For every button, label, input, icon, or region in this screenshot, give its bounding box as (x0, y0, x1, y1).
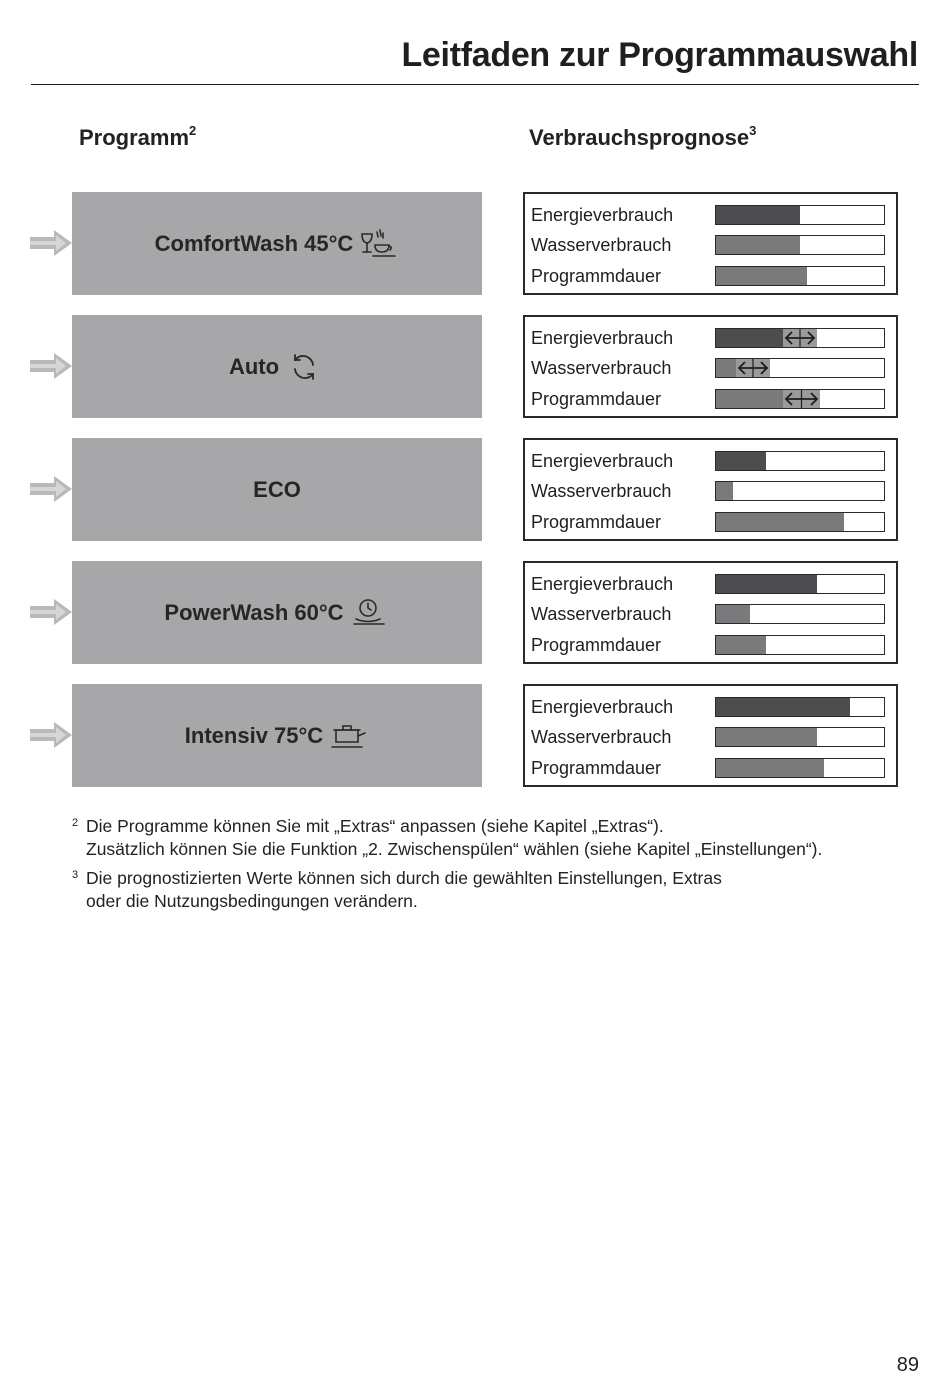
program-button[interactable] (72, 192, 482, 295)
footnotes (72, 815, 892, 919)
consumption-line (531, 388, 891, 410)
consumption-label: Wasserverbrauch (531, 358, 672, 378)
consumption-label: Energieverbrauch (531, 328, 674, 348)
range-arrow-icon (783, 390, 820, 408)
consumption-forecast (523, 561, 898, 664)
consumption-bar (715, 574, 885, 594)
column-heading-program (79, 125, 196, 151)
page-number: 89 (896, 1354, 919, 1376)
consumption-bar (715, 389, 885, 409)
consumption-forecast (523, 315, 898, 418)
program-button[interactable] (72, 315, 482, 418)
footnote-line: Die prognostizierten Werte können sich durch die gewählten Einstellungen, Extras (86, 868, 722, 888)
consumption-bar (715, 235, 885, 255)
title-divider (31, 84, 919, 85)
footnote-line: oder die Nutzungsbedingungen verändern. (86, 891, 418, 911)
consumption-label: Programmdauer (531, 512, 662, 532)
consumption-bar (715, 635, 885, 655)
range-arrow-icon (736, 359, 770, 377)
row-arrow-icon (30, 351, 74, 381)
consumption-line (531, 634, 891, 656)
consumption-line (531, 511, 891, 533)
footnote-line: Zusätzlich können Sie die Funktion „2. Zwischenspülen“ wählen (siehe Kapitel „Einstellungen“). (86, 839, 823, 859)
glass-cup-icon (359, 228, 399, 260)
footnote-number: 3 (72, 869, 79, 881)
consumption-label: Energieverbrauch (531, 205, 674, 225)
consumption-line (531, 603, 891, 625)
consumption-label: Wasserverbrauch (531, 604, 672, 624)
consumption-bar (715, 358, 885, 378)
consumption-forecast (523, 684, 898, 787)
consumption-bar-fill (716, 390, 783, 408)
consumption-bar-fill (716, 267, 807, 285)
consumption-label: Wasserverbrauch (531, 235, 672, 255)
footnote-line: Die Programme können Sie mit „Extras“ anpassen (siehe Kapitel „Extras“). (86, 816, 664, 836)
consumption-bar (715, 758, 885, 778)
consumption-line (531, 726, 891, 748)
consumption-label: Energieverbrauch (531, 451, 674, 471)
column-heading-program-text: Programm (79, 125, 190, 150)
row-arrow-icon (30, 720, 74, 750)
consumption-bar-fill (716, 359, 736, 377)
program-name: PowerWash 60°C (164, 599, 344, 625)
footnote-ref-2: 2 (189, 123, 197, 138)
consumption-bar-fill (716, 636, 766, 654)
consumption-label: Programmdauer (531, 635, 662, 655)
consumption-bar-fill (716, 759, 824, 777)
footnote-number: 2 (72, 817, 79, 829)
row-arrow-icon (30, 474, 74, 504)
consumption-bar (715, 697, 885, 717)
consumption-bar (715, 451, 885, 471)
consumption-label: Energieverbrauch (531, 697, 674, 717)
consumption-bar (715, 604, 885, 624)
program-button[interactable] (72, 561, 482, 664)
program-row (0, 315, 950, 418)
footnote-3 (72, 867, 892, 913)
consumption-line (531, 357, 891, 379)
program-button[interactable] (72, 438, 482, 541)
row-arrow-icon (30, 597, 74, 627)
consumption-bar (715, 512, 885, 532)
consumption-line (531, 480, 891, 502)
consumption-label: Wasserverbrauch (531, 481, 672, 501)
consumption-line (531, 204, 891, 226)
consumption-bar-fill (716, 236, 800, 254)
consumption-bar-fill (716, 329, 783, 347)
consumption-line (531, 265, 891, 287)
consumption-bar (715, 328, 885, 348)
consumption-label: Programmdauer (531, 758, 662, 778)
consumption-label: Programmdauer (531, 266, 662, 286)
consumption-bar (715, 727, 885, 747)
consumption-label: Programmdauer (531, 389, 662, 409)
row-arrow-icon (30, 228, 74, 258)
page-title: Leitfaden zur Programmauswahl (401, 36, 918, 74)
consumption-bar-fill (716, 482, 733, 500)
consumption-label: Energieverbrauch (531, 574, 674, 594)
footnote-ref-3: 3 (749, 123, 757, 138)
program-row (0, 684, 950, 787)
column-heading-consumption-text: Verbrauchsprognose (529, 125, 750, 150)
consumption-bar-fill (716, 452, 766, 470)
consumption-forecast (523, 192, 898, 295)
consumption-bar-fill (716, 728, 817, 746)
column-heading-consumption (529, 125, 756, 151)
consumption-bar (715, 481, 885, 501)
program-row (0, 561, 950, 664)
program-button[interactable] (72, 684, 482, 787)
consumption-line (531, 757, 891, 779)
pot-intensive-icon (329, 720, 369, 752)
consumption-bar-fill (716, 206, 800, 224)
consumption-bar-fill (716, 698, 850, 716)
consumption-bar (715, 266, 885, 286)
powerwash-clock-icon (350, 597, 390, 629)
consumption-bar-fill (716, 575, 817, 593)
consumption-forecast (523, 438, 898, 541)
consumption-line (531, 234, 891, 256)
program-name: Auto (228, 353, 280, 379)
consumption-bar-fill (716, 513, 844, 531)
program-row (0, 438, 950, 541)
program-row (0, 192, 950, 295)
consumption-bar-fill (716, 605, 750, 623)
program-name: Intensiv 75°C (184, 722, 324, 748)
consumption-line (531, 573, 891, 595)
consumption-line (531, 696, 891, 718)
range-arrow-icon (783, 329, 817, 347)
consumption-line (531, 327, 891, 349)
consumption-line (531, 450, 891, 472)
program-name: ECO (253, 476, 301, 502)
consumption-label: Wasserverbrauch (531, 727, 672, 747)
auto-cycle-icon (285, 351, 325, 383)
consumption-bar (715, 205, 885, 225)
footnote-2 (72, 815, 892, 861)
program-name: ComfortWash 45°C (154, 230, 354, 256)
